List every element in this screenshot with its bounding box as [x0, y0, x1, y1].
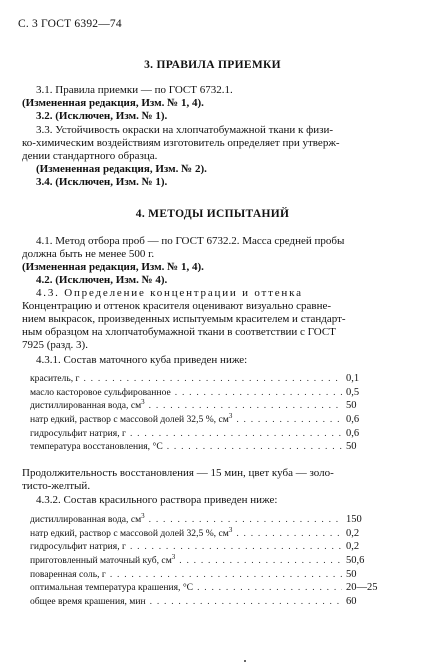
- row-value: 0,5: [346, 386, 360, 398]
- page-header: С. 3 ГОСТ 6392—74: [18, 18, 122, 30]
- paragraph-3-2: 3.2. (Исключен, Изм. № 1).: [36, 110, 168, 122]
- paragraph-3-1-note: (Измененная редакция, Изм. № 1, 4).: [22, 97, 204, 109]
- row-value: 50: [346, 568, 357, 580]
- paragraph-4-3-2: 4.3.2. Состав красильного раствора приведен ниже:: [36, 494, 278, 506]
- dye-bath-table: [30, 513, 398, 609]
- row-label: дистиллированная вода, $см^3$: [30, 398, 145, 412]
- table-row: [30, 527, 398, 541]
- paragraph-3-1: 3.1. Правила приемки — по ГОСТ 6732.1.: [36, 84, 233, 96]
- row-value: 50: [346, 441, 357, 453]
- row-value: 0,1: [346, 373, 360, 384]
- paragraph-4-3-1: 4.3.1. Состав маточного куба приведен ниже:: [36, 354, 248, 366]
- paragraph-3-3-line-2: ко-химическим воздействиям изготовитель определяет при утверж-: [22, 137, 340, 149]
- paragraph-4-3-line-3: ным образцом на хлопчатобумажной ткани в соответствии с ГОСТ: [22, 326, 336, 338]
- row-label: оптимальная температура крашения, °С: [30, 582, 194, 594]
- table-row: [30, 440, 398, 454]
- paragraph-4-3-line-4: 7925 (разд. 3).: [22, 339, 88, 351]
- row-value: 0,6: [346, 427, 360, 439]
- paragraph-3-3-line-3: дении стандартного образца.: [22, 150, 158, 162]
- duration-line-2: тисто-желтый.: [22, 480, 91, 492]
- stock-vat-table: [30, 372, 398, 454]
- row-value: 50: [346, 400, 357, 412]
- row-value: 0,2: [346, 541, 360, 553]
- paragraph-4-1-line-2: должна быть не менее 500 г.: [22, 248, 155, 260]
- table-row: [30, 372, 398, 386]
- row-label: натр едкий, раствор с массовой долей 32,5 %, $см^3$: [30, 411, 233, 426]
- row-label: натр едкий, раствор с массовой долей 32,5 %, $см^3$: [30, 525, 233, 539]
- table-row: [30, 427, 398, 441]
- row-label: гидросульфит натрия, г: [30, 427, 126, 439]
- table-row: [30, 581, 398, 595]
- paragraph-4-3-line-2: нием выкрасок, произведенных испытуемым красителем и стандарт-: [22, 313, 346, 325]
- row-label: приготовленный маточный куб, $см^3$: [30, 552, 176, 567]
- row-value: 20—25: [346, 582, 378, 594]
- page-mark: [244, 660, 246, 662]
- paragraph-4-3-heading: 4.3. Определение концентрации и оттенка: [36, 287, 303, 299]
- section-3-title: 3. ПРАВИЛА ПРИЕМКИ: [144, 59, 281, 71]
- row-value: 0,2: [346, 527, 360, 539]
- row-value: 60: [346, 596, 357, 608]
- row-label: общее время крашения, мин: [30, 596, 146, 608]
- table-row: [30, 540, 398, 554]
- row-label: дистиллированная вода, $см^3$: [30, 511, 145, 525]
- table-row: [30, 399, 398, 413]
- table-row: [30, 413, 398, 427]
- row-label: гидросульфит натрия, г: [30, 541, 126, 553]
- section-4-title: 4. МЕТОДЫ ИСПЫТАНИЙ: [135, 208, 290, 220]
- table-row: [30, 595, 398, 609]
- table-row: [30, 568, 398, 582]
- paragraph-4-2: 4.2. (Исключен, Изм. № 4).: [36, 274, 168, 286]
- row-value: 150: [346, 514, 362, 525]
- paragraph-4-1-note: (Измененная редакция, Изм. № 1, 4).: [22, 261, 204, 273]
- paragraph-3-3-line-1: 3.3. Устойчивость окраски на хлопчатобумажной ткани к физи-: [36, 124, 334, 136]
- row-label: масло касторовое сульфированное: [30, 386, 171, 398]
- row-label: поваренная соль, г: [30, 568, 106, 580]
- row-label: температура восстановления, °С: [30, 441, 163, 453]
- table-row: [30, 554, 398, 568]
- table-row: [30, 386, 398, 400]
- paragraph-4-1-line-1: 4.1. Метод отбора проб — по ГОСТ 6732.2. Масса средней пробы: [36, 235, 345, 247]
- paragraph-3-3-note: (Измененная редакция, Изм. № 2).: [36, 163, 207, 175]
- paragraph-4-3-line-1: Концентрацию и оттенок красителя оценивают визуально сравне-: [22, 300, 332, 312]
- row-value: 50,6: [346, 555, 365, 567]
- row-label: краситель, г: [30, 373, 80, 384]
- paragraph-3-4: 3.4. (Исключен, Изм. № 1).: [36, 176, 168, 188]
- table-row: [30, 513, 398, 527]
- row-value: 0,6: [346, 414, 360, 426]
- duration-line-1: Продолжительность восстановления — 15 мин, цвет куба — золо-: [22, 467, 334, 479]
